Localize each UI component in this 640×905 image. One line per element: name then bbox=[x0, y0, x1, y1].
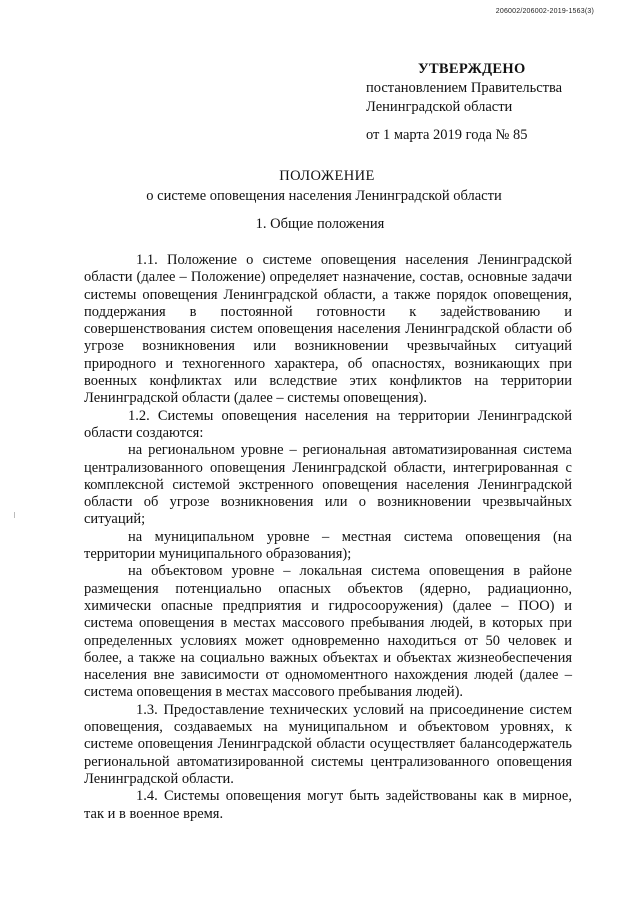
approval-date-line: от 1 марта 2019 года № 85 bbox=[366, 127, 528, 143]
paragraph-1-2: 1.2. Системы оповещения населения на территории Ленинградской области создаются: bbox=[84, 407, 572, 441]
scan-margin-mark bbox=[14, 512, 15, 518]
approval-heading: УТВЕРЖДЕНО bbox=[418, 61, 526, 77]
paragraph-1-2-municipal: на муниципальном уровне – местная система оповещения (на территории муниципального образования); bbox=[84, 528, 572, 563]
document-title-block bbox=[0, 166, 640, 206]
document-body bbox=[84, 252, 572, 823]
document-title: ПОЛОЖЕНИЕ bbox=[279, 168, 375, 184]
document-id: 206002/206002-2019-1563(3) bbox=[495, 8, 594, 15]
approval-line-1: постановлением Правительства bbox=[366, 80, 563, 96]
paragraph-1-2-object: на объектовом уровне – локальная система оповещения в районе размещения потенциально опасных объектов (ядерно, радиационно, химически опасные предприятия и гидросооружения) (далее – ПОО) и система оповещения в местах массового пребывания людей, в которых при определенных условиях может одновременно находиться от 50 человек и более, а также на социально важных объектах и объектах жизнеобеспечения населения вне зависимости от одномоментного нахождения людей (далее – система оповещения в местах массового пребывания людей). bbox=[84, 563, 572, 701]
paragraph-1-3: 1.3. Предоставление технических условий на присоединение систем оповещения, создаваемых на муниципальном и объектовом уровнях, к системе оповещения Ленинградской области осуществляет балансодержатель региональной автоматизированной системы централизованного оповещения Ленинградской области. bbox=[84, 701, 572, 787]
section-heading: 1. Общие положения bbox=[255, 216, 385, 232]
document-subtitle: о системе оповещения населения Ленинградской области bbox=[146, 188, 502, 204]
approval-line-2: Ленинградской области bbox=[366, 99, 513, 115]
paragraph-1-2-regional: на региональном уровне – региональная автоматизированная система централизованного оповещения Ленинградской области, интегрированная с комплексной системой экстренного оповещения населения Ленинградской области об угрозе возникновения или о возникновении чрезвычайных ситуаций; bbox=[84, 442, 572, 528]
paragraph-1-1: 1.1. Положение о системе оповещения населения Ленинградской области (далее – Положение) определяет назначение, состав, основные задачи системы оповещения Ленинградской области, а также порядок оповещения, поддержания в постоянной готовности к задействованию и совершенствования систем оповещения населения Ленинградской области об угрозе возникновения или возникновении чрезвычайных ситуаций природного и техногенного характера, об опасностях, возникающих при военных конфликтах или вследствие этих конфликтов на территории Ленинградской области (далее – системы оповещения). bbox=[84, 252, 572, 407]
paragraph-1-4: 1.4. Системы оповещения могут быть задействованы как в мирное, так и в военное время. bbox=[84, 788, 572, 822]
approval-block bbox=[366, 60, 562, 145]
